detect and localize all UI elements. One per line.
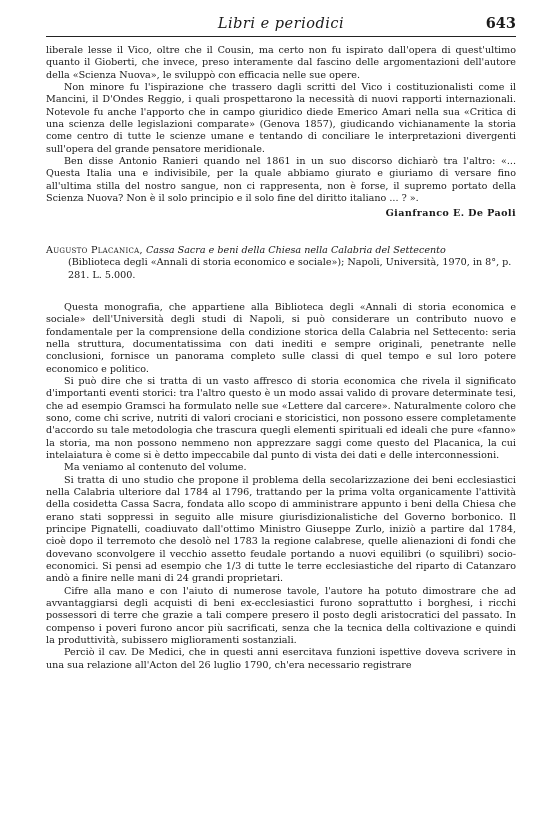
- running-header: [46, 14, 516, 37]
- book-entry: [46, 245, 516, 282]
- review-continuation: [46, 45, 516, 221]
- running-title: Libri e periodici: [217, 16, 345, 32]
- review-body: [46, 302, 516, 672]
- review-signature: Gianfranco E. De Paoli: [385, 208, 516, 220]
- entry-author: Augusto Placanica,: [46, 244, 143, 256]
- paragraph: Ma veniamo al contenuto del volume.: [64, 462, 247, 474]
- paragraph: Ben disse Antonio Ranieri quando nel 1861 in un suo discorso dichiarò tra l'altro: «... Questa Italia una e indivisibile, per la quale abbiamo giurato e giuriamo di versare fino all'ultima stilla del nostro sangue, non ci rappresenta, non è forse, il supremo portato della Scienza Nuova? Non è il solo principio e il solo fine del diritto italiano ... ? ».: [46, 156, 516, 205]
- paragraph: Non minore fu l'ispirazione che trassero dagli scritti del Vico i costituzionalisti come il Mancini, il D'Ondes Reggio, i quali prospettarono la necessità di nuovi rapporti internazionali. Notevole fu anche l'apporto che in campo giuridico diede Emerico Amari nella sua «Critica di una scienza delle legislazioni comparate» (Genova 1857), giudicando vichianamente la storia come centro di tutte le scienze umane e tentando di conciliare le interpretazioni divergenti sull'opera del grande pensatore meridionale.: [46, 82, 516, 155]
- paragraph: Perciò il cav. De Medici, che in questi anni esercitava funzioni ispettive doveva scrivere in una sua relazione all'Acton del 26 luglio 1790, ch'era necessario registrare: [46, 647, 516, 671]
- paragraph: Cifre alla mano e con l'aiuto di numerose tavole, l'autore ha potuto dimostrare che ad avvantaggiarsi degli acquisti di beni ex-ecclesiastici furono soprattutto i borghesi, i ricchi possessori di terre che grazie a tali compere presero il posto degli aristocratici del passato. In compenso i poveri furono ancor più sacrificati, senza che la tecnica della coltivazione e quindi la produttività, subissero miglioramenti sostanziali.: [46, 585, 516, 647]
- entry-details: (Biblioteca degli «Annali di storia economico e sociale»); Napoli, Università, 1970, in 8°, p. 281. L. 5.000.: [68, 257, 512, 281]
- paragraph: Si può dire che si tratta di un vasto affresco di storia economica che rivela il significato d'importanti eventi storici: tra l'altro questo è un modo assai valido di provare determinate tesi, che ad esempio Gramsci ha formulato nelle sue «Lettere dal carcere». Naturalmente coloro che sono, come chi scrive, nutriti di valori crociani e storicistici, non possono essere completamente d'accordo su tale metodologia che trascura quegli elementi spirituali ed ideali che pure «fanno» la storia, ma non possono nemmeno non apprezzare saggi come questo del Placanica, la cui intelaiatura è come si è detto impeccabile dal punto di vista dei dati e delle interconnessioni.: [46, 375, 516, 461]
- entry-title: Cassa Sacra e beni della Chiesa nella Calabria del Settecento: [145, 244, 446, 256]
- paragraph: Si tratta di uno studio che propone il problema della secolarizzazione dei beni ecclesiastici nella Calabria ulteriore dal 1784 al 1796, trattando per la prima volta organicamente l'attività della cosidetta Cassa Sacra, fondata allo scopo di amministrare appunto i beni della Chiesa che erano stati soppressi in seguito alle misure giurisdizionalistiche del Governo borbonico. Il principe Pignatelli, coadiuvato dall'ottimo Ministro Giuseppe Zurlo, iniziò a partire dal 1784, cioè dopo il terremoto che desolò nel 1783 la regione calabrese, quelle alienazioni di fondi che dovevano sconvolgere il vecchio assetto feudale portando a nuovi equilibri (o squilibri) socio-economici. Si pensi ad esempio che 1/3 di tutte le terre ecclesiastiche del riparto di Catanzaro andò a finire nelle mani di 24 grandi proprietari.: [46, 474, 516, 585]
- page: [46, 14, 516, 672]
- page-number: 643: [485, 15, 516, 32]
- paragraph: liberale lesse il Vico, oltre che il Cousin, ma certo non fu ispirato dall'opera di quest'ultimo quanto il Gioberti, che invece, preso interamente dal fascino delle argomentazioni dell'autore della «Scienza Nuova», le sviluppò con efficacia nelle sue opere.: [46, 45, 516, 81]
- paragraph: Questa monografia, che appartiene alla Biblioteca degli «Annali di storia economica e sociale» dell'Università degli studi di Napoli, si può considerare un contributo nuovo e fondamentale per la comprensione della condizione storica della Calabria nel Settecento: seria nella struttura, documentatissima con dati inediti e sempre originali, penetrante nelle conclusioni, fornisce un panorama completo sulle classi di quel tempo e sul loro potere economico e politico.: [46, 301, 516, 375]
